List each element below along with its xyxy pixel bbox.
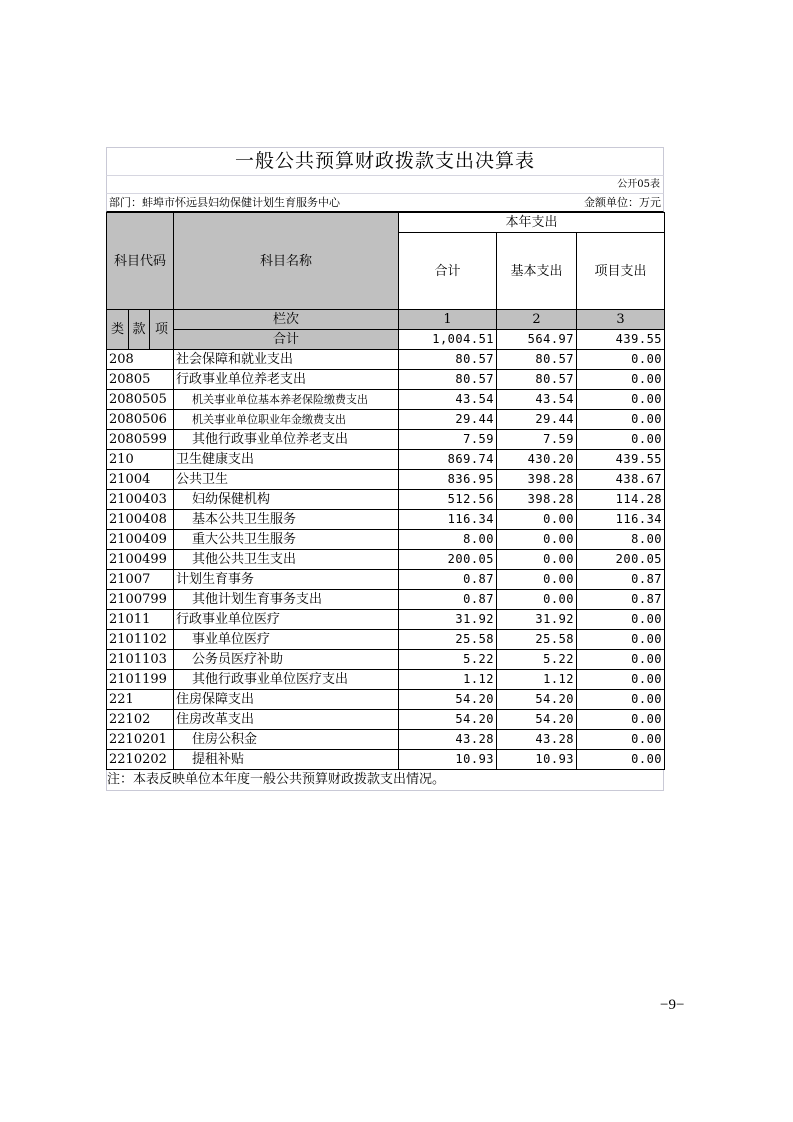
row-total: 25.58: [399, 630, 497, 650]
table-row: [107, 390, 665, 410]
row-total: 10.93: [399, 750, 497, 770]
row-name: 住房公积金: [174, 730, 399, 750]
row-name: 机关事业单位基本养老保险缴费支出: [174, 390, 399, 410]
form-code: 公开05表: [106, 176, 664, 194]
row-name: 住房改革支出: [174, 710, 399, 730]
row-code: 21011: [107, 610, 174, 630]
sum-project: 439.55: [577, 330, 665, 350]
header-name: 科目名称: [174, 213, 399, 310]
table-row: [107, 610, 665, 630]
row-total: 31.92: [399, 610, 497, 630]
row-total: 512.56: [399, 490, 497, 510]
row-project: 439.55: [577, 450, 665, 470]
row-basic: 0.00: [497, 570, 577, 590]
row-project: 0.87: [577, 590, 665, 610]
row-basic: 80.57: [497, 350, 577, 370]
row-basic: 0.00: [497, 510, 577, 530]
row-basic: 54.20: [497, 710, 577, 730]
row-basic: 29.44: [497, 410, 577, 430]
header-code: 科目代码: [107, 213, 174, 310]
row-name: 其他行政事业单位医疗支出: [174, 670, 399, 690]
table-row: [107, 630, 665, 650]
row-total: 29.44: [399, 410, 497, 430]
row-basic: 10.93: [497, 750, 577, 770]
header-xiang: 项: [150, 310, 174, 350]
row-project: 200.05: [577, 550, 665, 570]
row-code: 2100799: [107, 590, 174, 610]
table-row: [107, 450, 665, 470]
row-project: 0.00: [577, 410, 665, 430]
row-project: 0.00: [577, 730, 665, 750]
table-note: 注：本表反映单位本年度一般公共预算财政拨款支出情况。: [106, 770, 664, 791]
sum-basic: 564.97: [497, 330, 577, 350]
budget-sheet: [106, 147, 664, 791]
row-project: 0.00: [577, 430, 665, 450]
row-code: 2100499: [107, 550, 174, 570]
header-lei: 类: [107, 310, 129, 350]
row-code: 2101199: [107, 670, 174, 690]
row-name: 社会保障和就业支出: [174, 350, 399, 370]
row-project: 114.28: [577, 490, 665, 510]
row-basic: 25.58: [497, 630, 577, 650]
header-col3: 3: [577, 310, 665, 330]
meta-row: [106, 194, 664, 212]
page-number: −9−: [660, 997, 685, 1013]
row-name: 机关事业单位职业年金缴费支出: [174, 410, 399, 430]
row-project: 0.00: [577, 670, 665, 690]
row-project: 8.00: [577, 530, 665, 550]
row-project: 0.00: [577, 690, 665, 710]
table-row: [107, 590, 665, 610]
row-name: 行政事业单位养老支出: [174, 370, 399, 390]
row-code: 221: [107, 690, 174, 710]
row-total: 54.20: [399, 690, 497, 710]
table-row: [107, 550, 665, 570]
row-total: 7.59: [399, 430, 497, 450]
row-name: 公共卫生: [174, 470, 399, 490]
row-basic: 0.00: [497, 550, 577, 570]
row-name: 提租补贴: [174, 750, 399, 770]
unit-label: 金额单位：万元: [584, 196, 661, 209]
row-code: 21007: [107, 570, 174, 590]
row-basic: 43.54: [497, 390, 577, 410]
row-name: 其他公共卫生支出: [174, 550, 399, 570]
row-basic: 398.28: [497, 470, 577, 490]
table-row: [107, 510, 665, 530]
header-kuan: 款: [129, 310, 150, 350]
row-code: 2080505: [107, 390, 174, 410]
row-name: 行政事业单位医疗: [174, 610, 399, 630]
sum-label: 合计: [174, 330, 399, 350]
row-code: 2100408: [107, 510, 174, 530]
department-label: 部门：蚌埠市怀远县妇幼保健计划生育服务中心: [109, 196, 340, 209]
table-row: [107, 410, 665, 430]
row-code: 2101102: [107, 630, 174, 650]
table-title: 一般公共预算财政拨款支出决算表: [106, 147, 664, 176]
row-name: 妇幼保健机构: [174, 490, 399, 510]
table-row: [107, 710, 665, 730]
row-project: 116.34: [577, 510, 665, 530]
row-name: 事业单位医疗: [174, 630, 399, 650]
row-total: 43.28: [399, 730, 497, 750]
row-name: 住房保障支出: [174, 690, 399, 710]
header-total: 合计: [399, 233, 497, 310]
table-row: [107, 530, 665, 550]
row-basic: 430.20: [497, 450, 577, 470]
table-row: [107, 730, 665, 750]
row-name: 计划生育事务: [174, 570, 399, 590]
row-code: 21004: [107, 470, 174, 490]
table-row: [107, 490, 665, 510]
table-row: [107, 750, 665, 770]
row-total: 80.57: [399, 350, 497, 370]
row-code: 208: [107, 350, 174, 370]
sum-total: 1,004.51: [399, 330, 497, 350]
row-name: 公务员医疗补助: [174, 650, 399, 670]
row-total: 869.74: [399, 450, 497, 470]
row-total: 54.20: [399, 710, 497, 730]
row-project: 0.00: [577, 650, 665, 670]
header-col2: 2: [497, 310, 577, 330]
row-total: 8.00: [399, 530, 497, 550]
row-code: 210: [107, 450, 174, 470]
table-row: [107, 690, 665, 710]
row-project: 0.00: [577, 610, 665, 630]
row-project: 438.67: [577, 470, 665, 490]
row-total: 80.57: [399, 370, 497, 390]
row-code: 22102: [107, 710, 174, 730]
header-project: 项目支出: [577, 233, 665, 310]
row-total: 200.05: [399, 550, 497, 570]
row-code: 2210201: [107, 730, 174, 750]
row-project: 0.00: [577, 350, 665, 370]
row-basic: 5.22: [497, 650, 577, 670]
row-total: 1.12: [399, 670, 497, 690]
row-basic: 80.57: [497, 370, 577, 390]
row-project: 0.00: [577, 390, 665, 410]
table-row: [107, 370, 665, 390]
row-basic: 7.59: [497, 430, 577, 450]
row-basic: 31.92: [497, 610, 577, 630]
row-total: 0.87: [399, 570, 497, 590]
row-basic: 0.00: [497, 530, 577, 550]
row-total: 43.54: [399, 390, 497, 410]
row-project: 0.00: [577, 750, 665, 770]
row-code: 2100409: [107, 530, 174, 550]
row-project: 0.00: [577, 630, 665, 650]
table-row: [107, 350, 665, 370]
row-code: 20805: [107, 370, 174, 390]
row-project: 0.00: [577, 370, 665, 390]
table-row: [107, 670, 665, 690]
row-name: 其他计划生育事务支出: [174, 590, 399, 610]
header-col1: 1: [399, 310, 497, 330]
table-row: [107, 650, 665, 670]
row-project: 0.87: [577, 570, 665, 590]
row-name: 基本公共卫生服务: [174, 510, 399, 530]
row-code: 2080506: [107, 410, 174, 430]
row-code: 2080599: [107, 430, 174, 450]
row-total: 116.34: [399, 510, 497, 530]
row-total: 836.95: [399, 470, 497, 490]
row-code: 2101103: [107, 650, 174, 670]
header-year: 本年支出: [399, 213, 665, 233]
table-row: [107, 570, 665, 590]
row-name: 重大公共卫生服务: [174, 530, 399, 550]
row-basic: 398.28: [497, 490, 577, 510]
row-code: 2210202: [107, 750, 174, 770]
table-row: [107, 430, 665, 450]
expenditure-table: [106, 212, 665, 770]
row-code: 2100403: [107, 490, 174, 510]
table-row: [107, 470, 665, 490]
row-name: 卫生健康支出: [174, 450, 399, 470]
header-column-label: 栏次: [174, 310, 399, 330]
row-total: 0.87: [399, 590, 497, 610]
row-project: 0.00: [577, 710, 665, 730]
row-total: 5.22: [399, 650, 497, 670]
row-basic: 0.00: [497, 590, 577, 610]
row-basic: 54.20: [497, 690, 577, 710]
row-name: 其他行政事业单位养老支出: [174, 430, 399, 450]
row-basic: 43.28: [497, 730, 577, 750]
row-basic: 1.12: [497, 670, 577, 690]
header-basic: 基本支出: [497, 233, 577, 310]
